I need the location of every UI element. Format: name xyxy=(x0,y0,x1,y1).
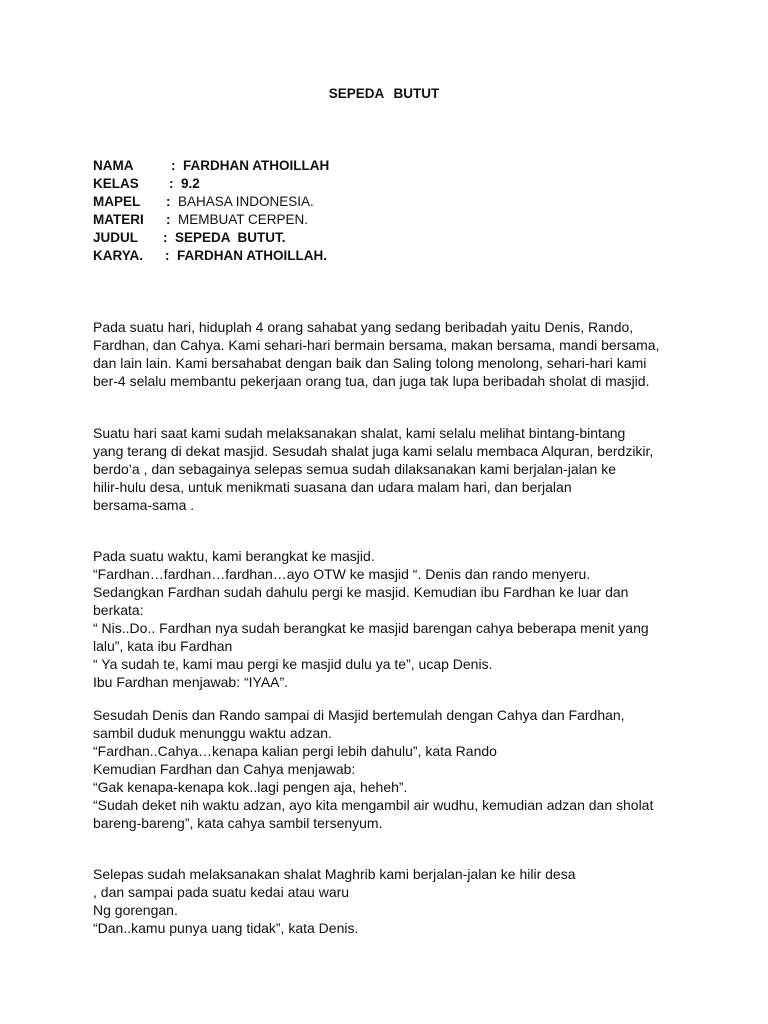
story-paragraph-5: Selepas sudah melaksanakan shalat Maghrib kami berjalan-jalan ke hilir desa , dan sampai pada suatu kedai atau waru Ng gorengan. “Dan..kamu punya uang tidak”, kata Denis. xyxy=(93,866,576,936)
meta-separator: : xyxy=(171,158,176,173)
meta-value: MEMBUAT CERPEN. xyxy=(178,212,309,227)
meta-separator: : xyxy=(165,248,170,263)
meta-key: NAMA xyxy=(93,158,134,173)
meta-row-nama xyxy=(93,157,329,175)
meta-value: 9.2 xyxy=(181,176,200,191)
meta-key: MAPEL xyxy=(93,194,141,209)
meta-row-karya xyxy=(93,247,329,265)
meta-row-mapel xyxy=(93,193,329,211)
story-paragraph-1: Pada suatu hari, hiduplah 4 orang sahabat yang sedang beribadah yaitu Denis, Rando, Fardhan, dan Cahya. Kami sehari-hari bermain bersama, makan bersama, mandi bersama, dan lain lain. Kami bersahabat dengan baik dan Saling tolong menolong, sehari-hari kami ber-4 selalu membantu pekerjaan orang tua, dan juga tak lupa beribadah sholat di masjid. xyxy=(93,319,660,389)
meta-value: BAHASA INDONESIA. xyxy=(178,194,314,209)
meta-key: MATERI xyxy=(93,212,144,227)
meta-separator: : xyxy=(163,230,168,245)
story-paragraph-3: Pada suatu waktu, kami berangkat ke masjid. “Fardhan…fardhan…fardhan…ayo OTW ke masjid “. Denis dan rando menyeru. Sedangkan Fardhan sudah dahulu pergi ke masjid. Kemudian ibu Fardhan ke luar dan berkata: “ Nis..Do.. Fardhan nya sudah berangkat ke masjid barengan cahya beberapa menit yang lalu”, kata ibu Fardhan “ Ya sudah te, kami mau pergi ke masjid dulu ya te”, ucap Denis. Ibu Fardhan menjawab: “IYAA”. xyxy=(93,548,649,690)
meta-separator: : xyxy=(166,212,171,227)
story-paragraph-2: Suatu hari saat kami sudah melaksanakan shalat, kami selalu melihat bintang-bintang yang terang di dekat masjid. Sesudah shalat juga kami selalu membaca Alquran, berdzikir, berdo’a , dan sebagainya selepas semua sudah dilaksanakan kami berjalan-jalan ke hilir-hulu desa, untuk menikmati suasana dan udara malam hari, dan berjalan bersama-sama . xyxy=(93,425,654,513)
story-paragraph-4: Sesudah Denis dan Rando sampai di Masjid bertemulah dengan Cahya dan Fardhan, sambil duduk menunggu waktu adzan. “Fardhan..Cahya…kenapa kalian pergi lebih dahulu”, kata Rando Kemudian Fardhan dan Cahya menjawab: “Gak kenapa-kenapa kok..lagi pengen aja, heheh”. “Sudah deket nih waktu adzan, ayo kita mengambil air wudhu, kemudian adzan dan sholat bareng-bareng”, kata cahya sambil tersenyum. xyxy=(93,707,654,831)
identity-block xyxy=(93,157,329,265)
meta-separator: : xyxy=(166,194,171,209)
document-title: SEPEDA BUTUT xyxy=(328,86,440,101)
meta-row-judul xyxy=(93,229,329,247)
meta-value: FARDHAN ATHOILLAH xyxy=(183,158,330,173)
meta-key: KARYA. xyxy=(93,248,144,263)
meta-separator: : xyxy=(169,176,174,191)
meta-key: JUDUL xyxy=(93,230,139,245)
meta-key: KELAS xyxy=(93,176,139,191)
meta-row-materi xyxy=(93,211,329,229)
meta-value: FARDHAN ATHOILLAH. xyxy=(177,248,327,263)
meta-value: SEPEDA BUTUT. xyxy=(175,230,286,245)
meta-row-kelas xyxy=(93,175,329,193)
